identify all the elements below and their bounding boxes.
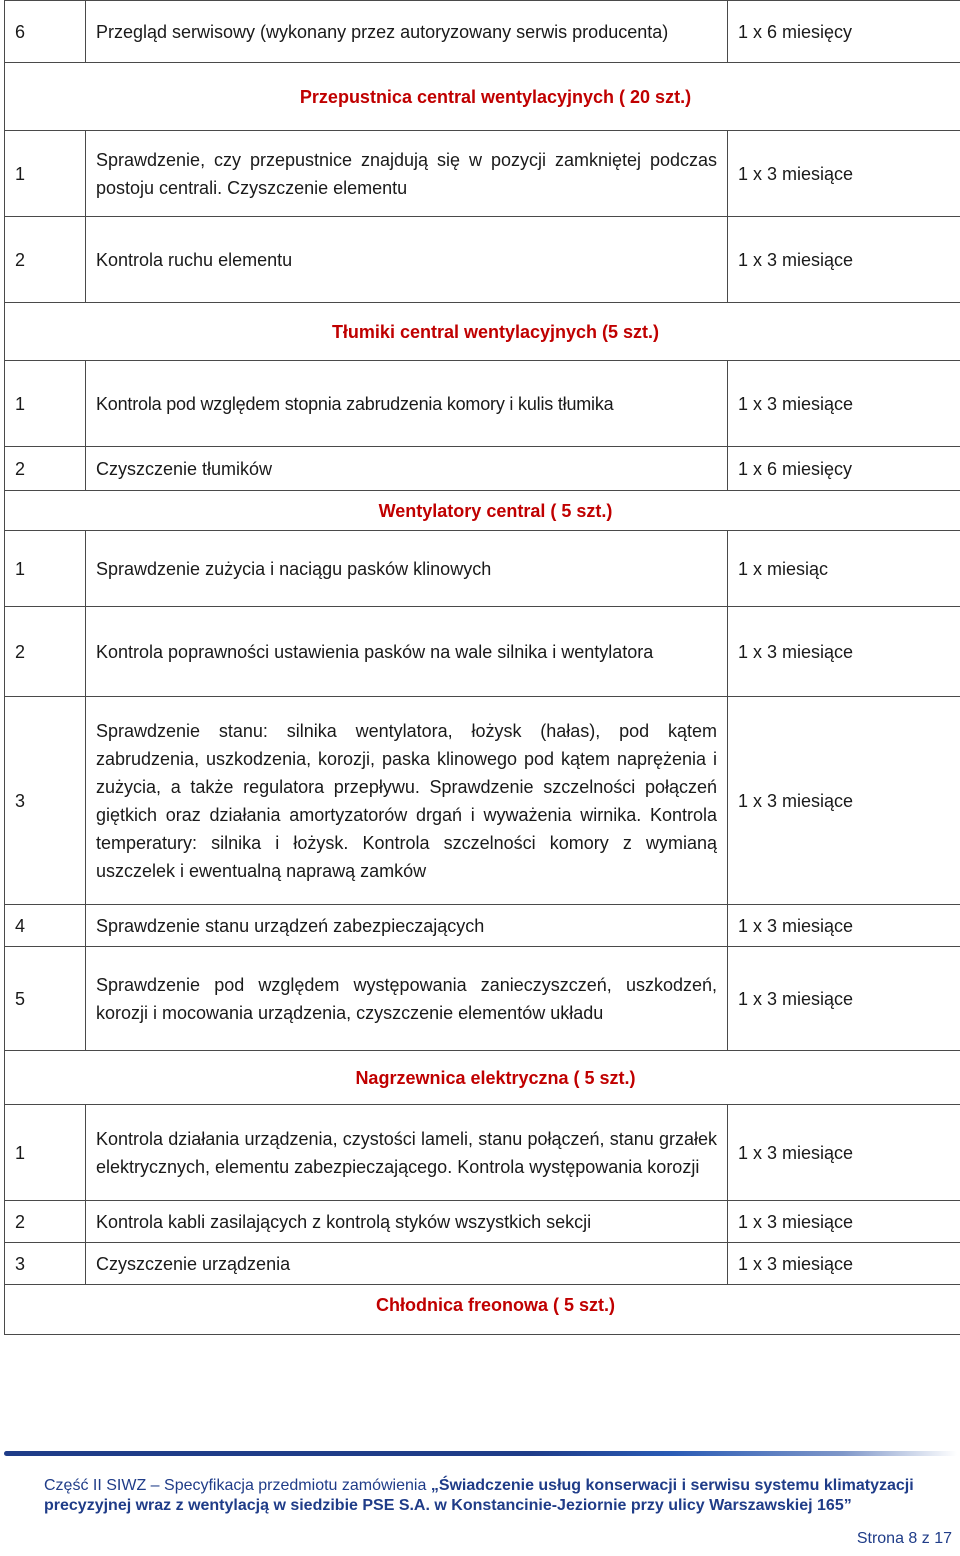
row-description: Kontrola kabli zasilających z kontrolą styków wszystkich sekcji	[86, 1201, 728, 1243]
section-header-row	[5, 491, 960, 531]
table-row	[5, 697, 960, 905]
row-frequency: 1 x miesiąc	[728, 531, 960, 607]
section-title: Chłodnica freonowa ( 5 szt.)	[5, 1285, 960, 1335]
row-number: 2	[5, 1201, 86, 1243]
table-row	[5, 1, 960, 63]
row-number: 2	[5, 447, 86, 491]
footer-caption	[44, 1476, 956, 1516]
row-description: Przegląd serwisowy (wykonany przez autoryzowany serwis producenta)	[86, 1, 728, 63]
row-frequency: 1 x 3 miesiące	[728, 1243, 960, 1285]
row-frequency: 1 x 3 miesiące	[728, 607, 960, 697]
page-number: Strona 8 z 17	[856, 1530, 952, 1547]
row-number: 3	[5, 697, 86, 905]
row-frequency: 1 x 3 miesiące	[728, 905, 960, 947]
row-frequency: 1 x 3 miesiące	[728, 697, 960, 905]
row-frequency: 1 x 3 miesiące	[728, 131, 960, 217]
table-row	[5, 531, 960, 607]
row-description: Kontrola pod względem stopnia zabrudzenia komory i kulis tłumika	[86, 361, 728, 447]
section-title: Tłumiki central wentylacyjnych (5 szt.)	[5, 303, 960, 361]
table-row	[5, 217, 960, 303]
row-description: Sprawdzenie stanu: silnika wentylatora, łożysk (hałas), pod kątem zabrudzenia, uszkodzenia, korozji, paska klinowego pod kątem naprężenia i zużycia, a także regulatora przepływu. Sprawdzenie szczelności połączeń giętkich oraz działania amortyzatorów drgań i wyważenia wirnika. Kontrola temperatury: silnika i łożysk. Kontrola szczelności komory z wymianą uszczelek i ewentualną naprawą zamków	[86, 697, 728, 905]
row-frequency: 1 x 3 miesiące	[728, 1201, 960, 1243]
footer-title: „Świadczenie usług konserwacji i serwisu systemu klimatyzacji precyzyjnej wraz z wentylacją w siedzibie PSE S.A. w Konstancinie-Jeziornie przy ulicy Warszawskiej 165”	[44, 1477, 914, 1514]
row-description: Sprawdzenie pod względem występowania zanieczyszczeń, uszkodzeń, korozji i mocowania urządzenia, czyszczenie elementów układu	[86, 947, 728, 1051]
table-row	[5, 1105, 960, 1201]
row-description: Kontrola poprawności ustawienia pasków na wale silnika i wentylatora	[86, 607, 728, 697]
table-row	[5, 1243, 960, 1285]
row-description: Kontrola działania urządzenia, czystości lameli, stanu połączeń, stanu grzałek elektrycznych, elementu zabezpieczającego. Kontrola występowania korozji	[86, 1105, 728, 1201]
table-row	[5, 947, 960, 1051]
row-number: 2	[5, 607, 86, 697]
footer-prefix: Część II SIWZ – Specyfikacja przedmiotu zamówienia	[44, 1477, 431, 1494]
row-number: 1	[5, 531, 86, 607]
row-description: Czyszczenie tłumików	[86, 447, 728, 491]
section-title: Wentylatory central ( 5 szt.)	[5, 491, 960, 531]
row-frequency: 1 x 6 miesięcy	[728, 1, 960, 63]
section-title: Nagrzewnica elektryczna ( 5 szt.)	[5, 1051, 960, 1105]
row-description: Sprawdzenie stanu urządzeń zabezpieczających	[86, 905, 728, 947]
row-number: 5	[5, 947, 86, 1051]
row-number: 3	[5, 1243, 86, 1285]
row-description: Czyszczenie urządzenia	[86, 1243, 728, 1285]
row-frequency: 1 x 3 miesiące	[728, 1105, 960, 1201]
table-row	[5, 361, 960, 447]
row-frequency: 1 x 6 miesięcy	[728, 447, 960, 491]
row-description: Sprawdzenie, czy przepustnice znajdują się w pozycji zamkniętej podczas postoju centrali. Czyszczenie elementu	[86, 131, 728, 217]
table-row	[5, 131, 960, 217]
maintenance-schedule-table	[4, 0, 960, 1335]
table-row	[5, 905, 960, 947]
row-frequency: 1 x 3 miesiące	[728, 217, 960, 303]
section-title: Przepustnica central wentylacyjnych ( 20 szt.)	[5, 63, 960, 131]
section-header-row	[5, 1051, 960, 1105]
section-header-row	[5, 1285, 960, 1335]
row-number: 4	[5, 905, 86, 947]
row-description: Kontrola ruchu elementu	[86, 217, 728, 303]
row-frequency: 1 x 3 miesiące	[728, 361, 960, 447]
table-row	[5, 607, 960, 697]
row-description: Sprawdzenie zużycia i naciągu pasków klinowych	[86, 531, 728, 607]
section-header-row	[5, 63, 960, 131]
row-number: 2	[5, 217, 86, 303]
row-number: 1	[5, 361, 86, 447]
footer-divider	[4, 1451, 957, 1456]
table-row	[5, 447, 960, 491]
row-number: 1	[5, 131, 86, 217]
row-frequency: 1 x 3 miesiące	[728, 947, 960, 1051]
section-header-row	[5, 303, 960, 361]
table-row	[5, 1201, 960, 1243]
row-number: 6	[5, 1, 86, 63]
row-number: 1	[5, 1105, 86, 1201]
